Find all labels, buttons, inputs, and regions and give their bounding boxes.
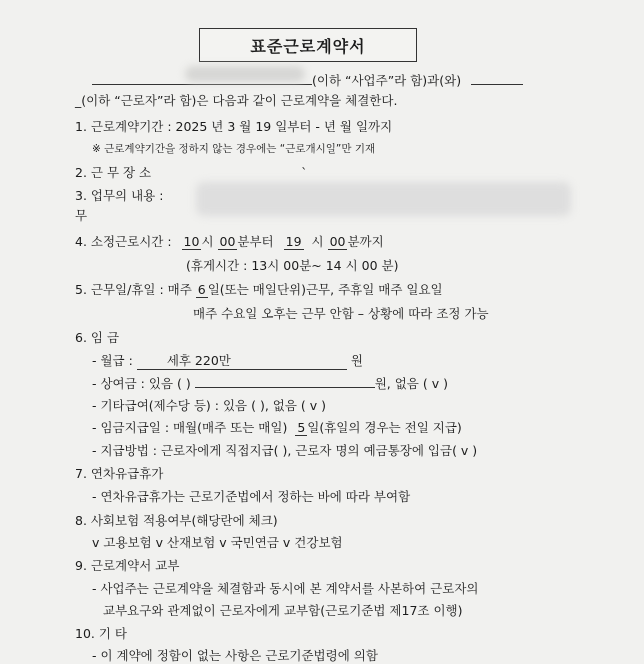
- end-hour-unit: 시: [311, 234, 324, 249]
- start-hour-unit: 시: [201, 234, 214, 249]
- end-minute: 00: [329, 234, 346, 249]
- redacted-job-description: [196, 182, 571, 216]
- item-annual-leave: 7. 연차유급휴가: [75, 466, 164, 481]
- wage-monthly: [92, 351, 363, 370]
- workdays-rest: 일(또는 매일단위)근무, 주휴일 매주 일요일: [207, 282, 443, 297]
- item-contract-delivery: 9. 근로계약서 교부: [75, 558, 180, 573]
- workdays-line-2: 매주 수요일 오후는 근무 안함 – 상황에 따라 조정 가능: [193, 306, 489, 321]
- social-insurance-body: v 고용보험 v 산재보험 v 국민연금 v 건강보험: [92, 535, 343, 550]
- item-other: 10. 기 타: [75, 626, 127, 641]
- start-suffix: 분부터: [237, 234, 274, 249]
- wage-method: - 지급방법 : 근로자에게 직접지급( ), 근로자 명의 예금통장에 입금( v ): [92, 443, 478, 458]
- monthly-wage-value: 세후 220만: [137, 351, 347, 370]
- payday-rest: 일(휴일의 경우는 전일 지급): [307, 420, 462, 435]
- document-title: 표준근로계약서: [199, 28, 417, 62]
- item-workdays: [75, 280, 443, 298]
- bonus-tail: 원, 없음 ( v ): [374, 376, 448, 391]
- contract-delivery-body-2: 교부요구와 관계없이 근로자에게 교부함(근로기준법 제17조 이행): [103, 603, 463, 618]
- start-minute: 00: [219, 234, 236, 249]
- intro-line-1: [92, 71, 523, 89]
- end-hour: 19: [285, 234, 302, 249]
- start-hour: 10: [183, 234, 200, 249]
- item-contract-period-note: ※ 근로계약기간을 정하지 않는 경우에는 “근로개시일”만 기재: [92, 143, 376, 155]
- working-hours-label: 4. 소정근로시간 :: [75, 234, 172, 249]
- wage-payday: [92, 418, 462, 436]
- workplace-label: 2. 근 무 장 소: [75, 165, 152, 180]
- annual-leave-body: - 연차유급휴가는 근로기준법에서 정하는 바에 따라 부여함: [92, 489, 411, 504]
- item-contract-period: 1. 근로계약기간 : 2025 년 3 월 19 일부터 - 년 월 일까지: [75, 119, 393, 134]
- contract-delivery-body-1: - 사업주는 근로계약을 체결함과 동시에 본 계약서를 사본하여 근로자의: [92, 581, 479, 596]
- item-wage: 6. 임 금: [75, 330, 120, 345]
- payday-label: - 임금지급일 : 매월(매주 또는 매일): [92, 420, 288, 435]
- wage-bonus: [92, 374, 448, 392]
- wage-other: - 기타급여(제수당 등) : 있음 ( ), 없음 ( v ): [92, 398, 326, 413]
- end-suffix: 분까지: [347, 234, 384, 249]
- item-social-insurance: 8. 사회보험 적용여부(해당란에 체크): [75, 513, 278, 528]
- item-working-hours: [75, 232, 384, 250]
- redacted-employer: [185, 66, 305, 82]
- break-time: (휴게시간 : 13시 00분~ 14 시 00 분): [186, 258, 399, 273]
- bonus-amount-blank: [195, 375, 375, 388]
- intro-line-2: _(이하 “근로자”라 함)은 다음과 같이 근로계약을 체결한다.: [75, 93, 398, 108]
- intro-employer-text: (이하 “사업주”라 함)과(와): [312, 73, 462, 88]
- item-job-description-tail: 무: [75, 208, 88, 223]
- employee-name-blank: [471, 72, 523, 85]
- bonus-label: - 상여금 : 있음 ( ): [92, 376, 191, 391]
- workdays-count: 6: [197, 282, 206, 297]
- workdays-label: 5. 근무일/휴일 : 매주: [75, 282, 192, 297]
- item-job-description: 3. 업무의 내용 :: [75, 188, 164, 203]
- monthly-wage-unit: 원: [350, 353, 363, 368]
- other-body: - 이 계약에 정함이 없는 사항은 근로기준법령에 의함: [92, 648, 378, 663]
- payday-value: 5: [297, 420, 306, 435]
- workplace-mark: `: [301, 165, 308, 180]
- item-workplace: [75, 163, 307, 181]
- monthly-wage-label: - 월급 :: [92, 353, 133, 368]
